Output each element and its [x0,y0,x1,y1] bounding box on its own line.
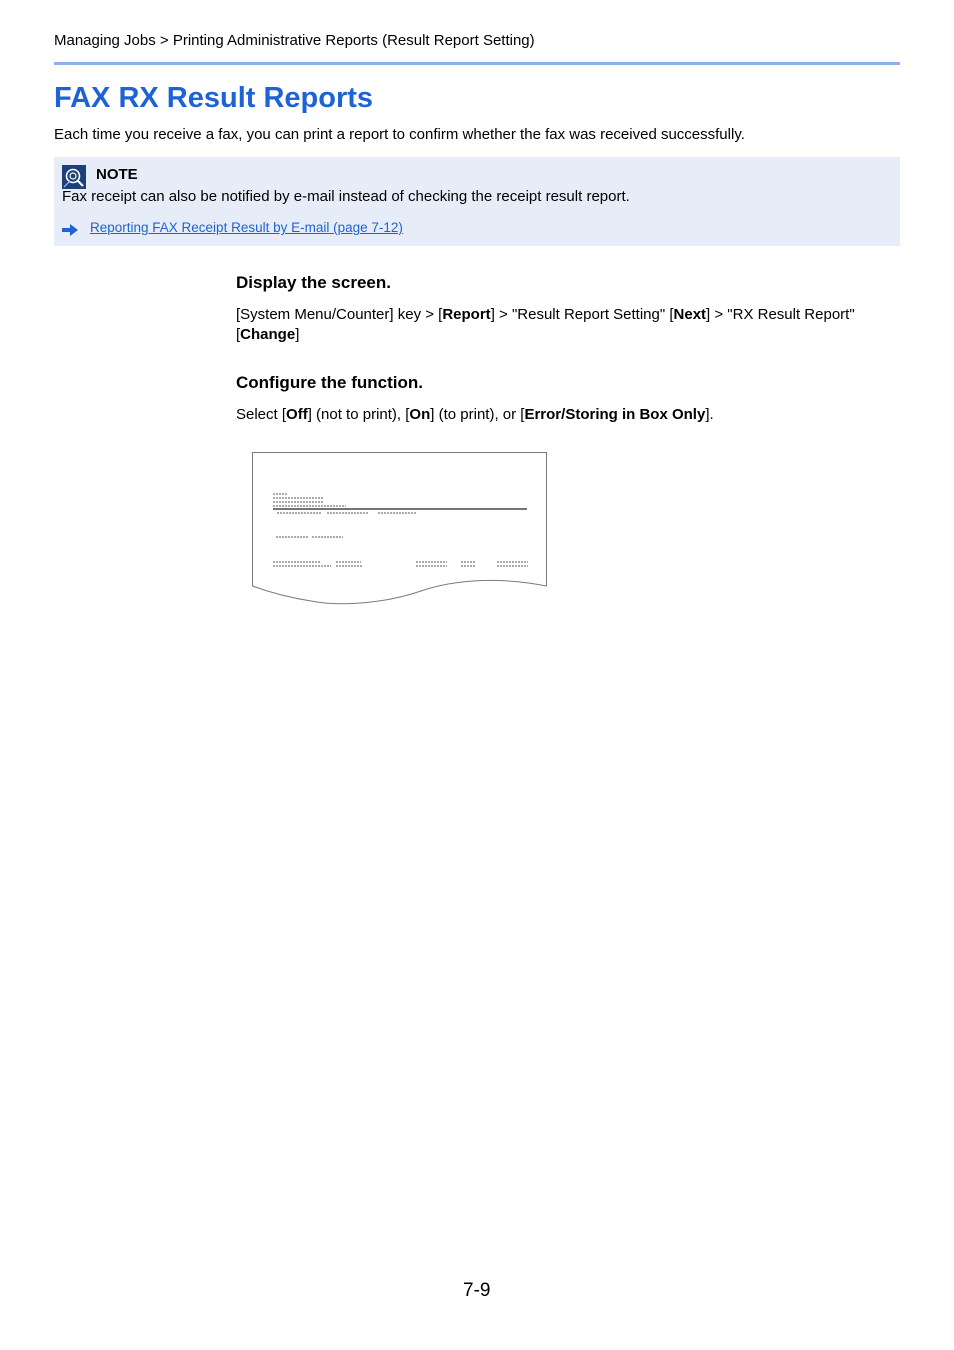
intro-paragraph: Each time you receive a fax, you can print a report to confirm whether the fax was received successfully. [54,126,745,143]
next-key-label: Next [673,306,707,323]
on-option-label: On [409,406,431,423]
note-text: Fax receipt can also be notified by e-mail instead of checking the receipt result report. [62,188,630,205]
receipt-illustration [251,451,548,607]
reporting-fax-receipt-link[interactable]: Reporting FAX Receipt Result by E-mail (page 7-12) [90,220,403,235]
step2-text [236,405,900,425]
step2-text-part: ] (to print), or [ [430,406,525,423]
page-title: FAX RX Result Reports [54,82,374,114]
note-box [54,157,900,246]
change-key-label: Change [240,326,296,343]
note-heading: NOTE [96,166,138,183]
step1-heading: Display the screen. [236,273,391,292]
step2-heading: Configure the function. [236,373,423,392]
off-option-label: Off [286,406,308,423]
step1-text-part: ] [295,326,300,343]
header-rule [54,62,900,65]
page-number: 7-9 [463,1280,491,1301]
step2-text-part: ]. [705,406,714,423]
arrow-right-icon [62,223,78,235]
step1-text-part: [ [236,326,241,343]
step1-text-part: [System Menu/Counter] key > [ [236,306,443,323]
step1-text [236,305,900,345]
step2-text-part: ] (not to print), [ [307,406,410,423]
note-icon [62,165,86,189]
error-storing-option-label: Error/Storing in Box Only [524,406,706,423]
breadcrumb: Managing Jobs > Printing Administrative Reports (Result Report Setting) [54,32,535,49]
report-key-label: Report [442,306,491,323]
step1-text-part: ] > "RX Result Report" [706,306,855,323]
step1-text-part: ] > "Result Report Setting" [ [490,306,674,323]
step2-text-part: Select [ [236,406,287,423]
